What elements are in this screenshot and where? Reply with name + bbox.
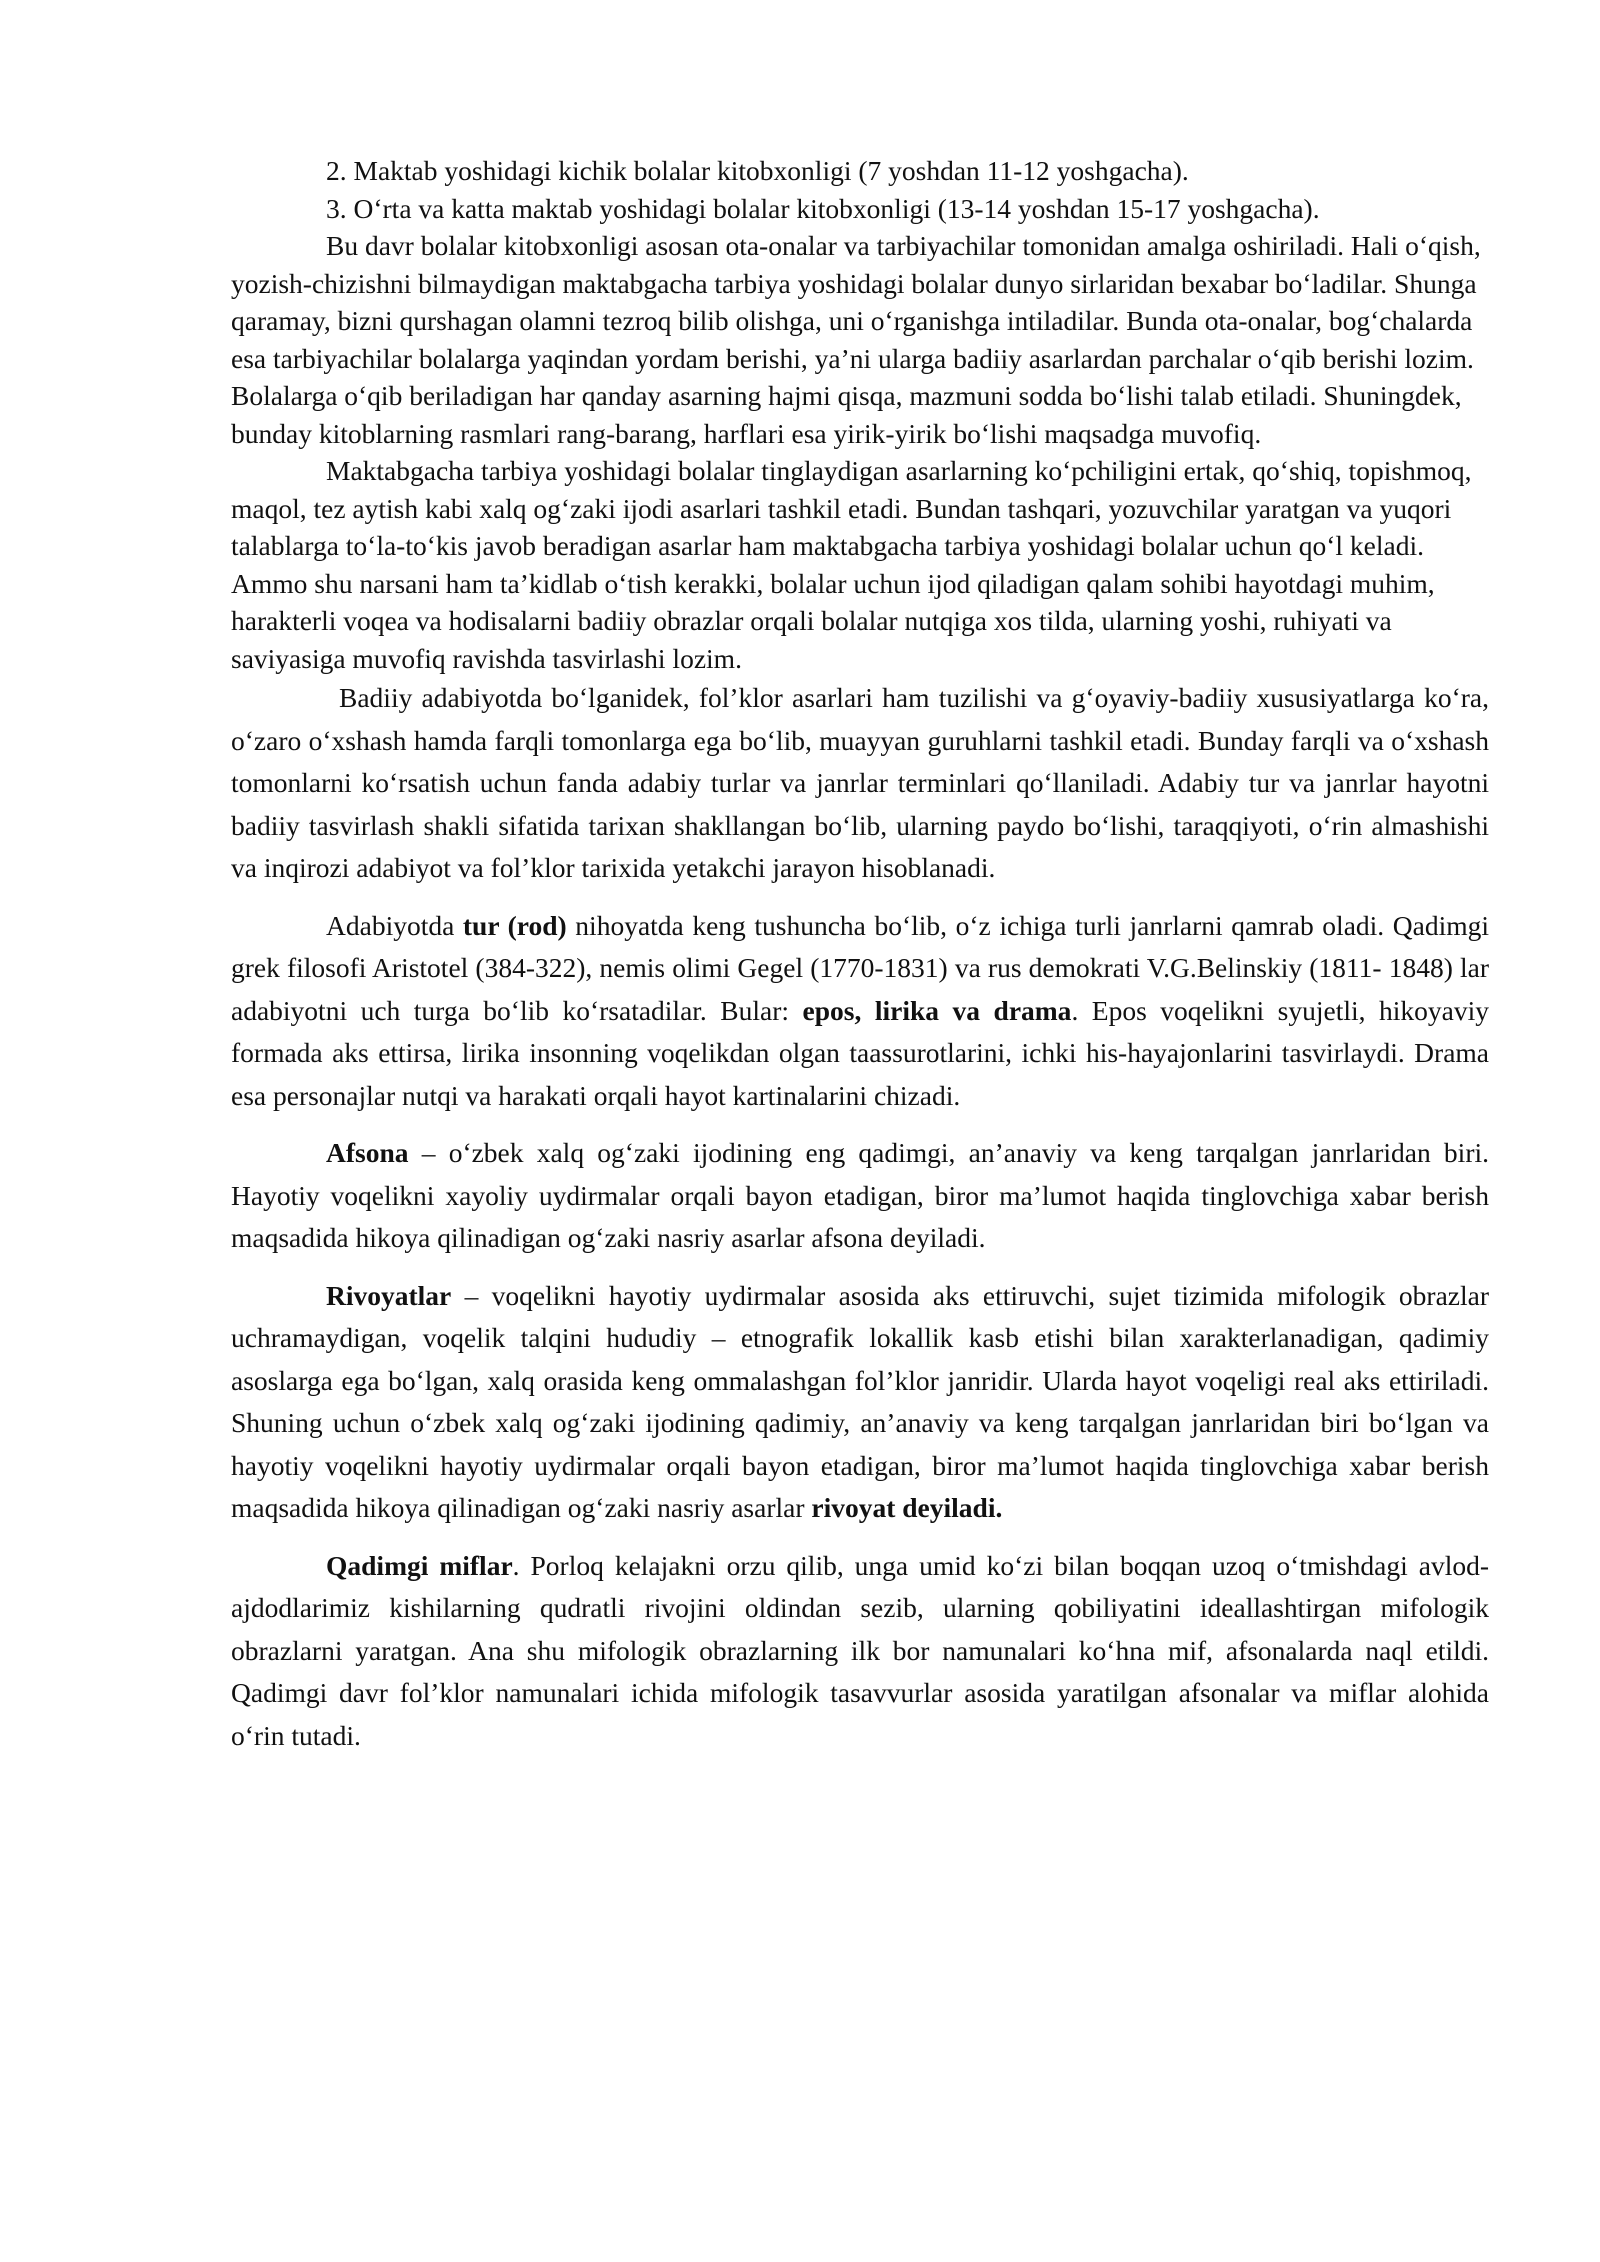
term-rivoyatlar: Rivoyatlar (326, 1279, 452, 1311)
section-genres (231, 677, 1489, 1757)
list-item: 3. O‘rta va katta maktab yoshidagi bolalar kitobxonligi (13-14 yoshdan 15-17 yoshgacha). (326, 192, 1320, 224)
document-page (231, 152, 1489, 1772)
paragraph-literary-kinds (231, 905, 1489, 1118)
text-run: . Porloq kelajakni orzu qilib, unga umid ko‘zi bilan boqqan uzoq o‘tmishdagi avlod-ajdodlarimiz kishilarning qudratli rivojini oldindan sezib, ularning qobiliyatini ideallashtirgan mifologik obrazlarni yaratgan. Ana shu mifologik obrazlarning ilk bor namunalari ko‘hna mif, afsonalarda naql etildi. Qadimgi davr fol’klor namunalari ichida mifologik tasavvurlar asosida yaratilgan afsonalar va miflar alohida o‘rin tutadi. (231, 1549, 1489, 1751)
text-run: – voqelikni hayotiy uydirmalar asosida aks ettiruvchi, sujet tizimida mifologik obrazlar uchramaydigan, voqelik talqini hududiy – etnografik lokallik kasb etishi bilan xarakterlanadigan, qadimiy asoslarga ega bo‘lgan, xalq orasida keng ommalashgan fol’klor janridir. Ularda hayot voqeligi real aks ettiriladi. Shuning uchun o‘zbek xalq og‘zaki ijodining qadimiy, an’anaviy va keng tarqalgan janrlaridan biri bo‘lgan va hayotiy voqelikni hayotiy uydirmalar orqali bayon etadigan, biror ma’lumot haqida tinglovchiga xabar berish maqsadida hikoya qilinadigan og‘zaki nasriy asarlar (231, 1279, 1489, 1523)
paragraph-reading-early: Bu davr bolalar kitobxonligi asosan ota-onalar va tarbiyachilar tomonidan amalga oshiriladi. Hali o‘qish, yozish-chizishni bilmaydigan maktabgacha tarbiya yoshidagi bolalar dunyo sirlaridan bexabar bo‘ladilar. Shunga qaramay, bizni qurshagan olamni tezroq bilib olishga, uni o‘rganishga intiladilar. Bunda ota-onalar, bog‘chalarda esa tarbiyachilar bolalarga yaqindan yordam berishi, ya’ni ularga badiiy asarlardan parchalar o‘qib berishi lozim. Bolalarga o‘qib beriladigan har qanday asarning hajmi qisqa, mazmuni sodda bo‘lishi talab etiladi. Shuningdek, bunday kitoblarning rasmlari rang-barang, harflari esa yirik-yirik bo‘lishi maqsadga muvofiq. (231, 230, 1481, 449)
term-afsona: Afsona (326, 1137, 409, 1168)
paragraph-preschool-works: Maktabgacha tarbiya yoshidagi bolalar tinglaydigan asarlarning ko‘pchiligini ertak, qo‘shiq, topishmoq, maqol, tez aytish kabi xalq og‘zaki ijodi asarlari tashkil etadi. Bundan tashqari, yozuvchilar yaratgan va yuqori talablarga to‘la-to‘kis javob beradigan asarlar ham maktabgacha tarbiya yoshidagi bolalar uchun qo‘l keladi. Ammo shu narsani ham ta’kidlab o‘tish kerakki, bolalar uchun ijod qiladigan qalam sohibi hayotdagi muhim, harakterli voqea va hodisalarni badiiy obrazlar orqali bolalar nutqiga xos tilda, ularning yoshi, ruhiyati va saviyasiga muvofiq ravishda tasvirlashi lozim. (231, 455, 1472, 674)
paragraph-folklore-genres: Badiiy adabiyotda bo‘lganidek, fol’klor asarlari ham tuzilishi va g‘oyaviy-badiiy xususiyatlarga ko‘ra, o‘zaro o‘xshash hamda farqli tomonlarga ega bo‘lib, muayyan guruhlarni tashkil etadi. Bunday farqli va o‘xshash tomonlarni ko‘rsatish uchun fanda adabiy turlar va janrlar terminlari qo‘llaniladi. Adabiy tur va janrlar hayotni badiiy tasvirlash shakli sifatida tarixan shakllangan bo‘lib, ularning paydo bo‘lishi, taraqqiyoti, o‘rin almashishi va inqirozi adabiyot va fol’klor tarixida yetakchi jarayon hisoblanadi. (231, 682, 1489, 883)
term-epos-lirika-drama: epos, lirika va drama (802, 994, 1072, 1026)
paragraph-rivoyatlar (231, 1275, 1489, 1530)
text-run: – o‘zbek xalq og‘zaki ijodining eng qadimgi, an’anaviy va keng tarqalgan janrlaridan biri. Hayotiy voqelikni xayoliy uydirmalar orqali bayon etadigan, biror ma’lumot haqida tinglovchiga xabar berish maqsadida hikoya qilinadigan og‘zaki nasriy asarlar afsona deyiladi. (231, 1137, 1489, 1253)
text-run: Adabiyotda (326, 909, 463, 941)
text-run: . Epos voqelikni syujetli, hikoyaviy formada aks ettirsa, lirika insonning voqelikdan olgan taassurotlarini, ichki his-hayajonlarini tasvirlaydi. Drama esa personajlar nutqi va harakati orqali hayot kartinalarini chizadi. (231, 994, 1490, 1111)
term-tur-rod: tur (rod) (462, 909, 567, 941)
section-top (231, 152, 1489, 677)
paragraph-afsona (231, 1132, 1489, 1260)
text-run: nihoyatda keng tushuncha bo‘lib, o‘z ichiga turli janrlarni qamrab oladi. Qadimgi grek filosofi Aristotel (384-322), nemis olimi Gegel (1770-1831) va rus demokrati V.G.Belinskiy (1811- 1848) lar adabiyotni uch turga bo‘lib ko‘rsatadilar. Bular: (231, 909, 1489, 1026)
term-rivoyat-deyiladi: rivoyat deyiladi. (811, 1492, 1003, 1523)
list-item: 2. Maktab yoshidagi kichik bolalar kitobxonligi (7 yoshdan 11-12 yoshgacha). (326, 155, 1189, 186)
paragraph-qadimgi-miflar (231, 1545, 1489, 1758)
term-qadimgi-miflar: Qadimgi miflar (326, 1549, 513, 1581)
